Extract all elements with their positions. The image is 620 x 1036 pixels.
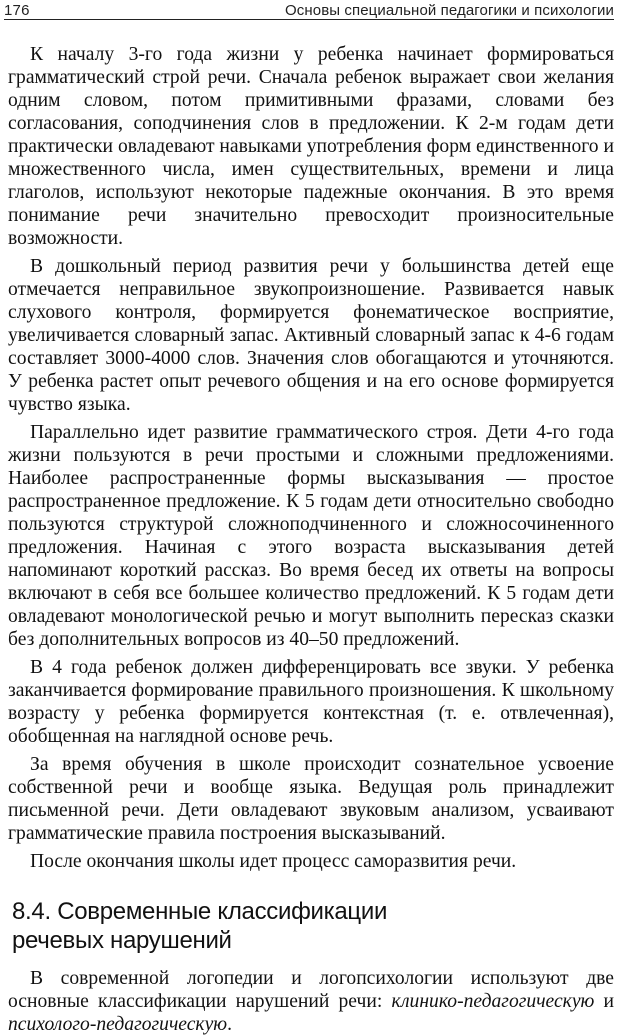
body-text <box>4 43 614 1036</box>
running-header <box>4 2 614 20</box>
term-psychological-pedagogical: психолого-педагогическую <box>8 1014 228 1035</box>
paragraph-after-school: После окончания школы идет процесс саморазвития речи. <box>30 851 517 872</box>
classifications-text-start: В современной логопедии и логопсихологии используют две основные классификации нарушений речи: <box>8 968 614 1012</box>
book-page <box>0 2 620 1035</box>
paragraph-classifications <box>8 967 614 1036</box>
section-heading <box>12 897 614 955</box>
paragraph-school-period: За время обучения в школе происходит сознательное усвоение собственной речи и вообще языка. Ведущая роль принадлежит письменной речи. Дети овладевают звуковым анализом, усваивают грамматические правила построения высказываний. <box>8 754 614 844</box>
section-heading-line-2: речевых нарушений <box>12 927 232 954</box>
section-heading-line-1: 8.4. Современные классификации <box>12 898 388 925</box>
paragraph-age-four: В 4 года ребенок должен дифференцировать все звуки. У ребенка заканчивается формирование правильного произношения. К школьному возрасту у ребенка формируется контекстная (т. е. отвлеченная), обобщенная на наглядной основе речь. <box>8 657 614 747</box>
paragraph-preschool-period: В дошкольный период развития речи у большинства детей еще отмечается неправильное звукопроизношение. Развивается навык слухового контроля, формируется фонематическое восприятие, увеличивается словарный запас. Активный словарный запас к 4-6 годам составляет 3000-4000 слов. Значения слов обогащаются и уточняются. У ребенка растет опыт речевого общения и на его основе формируется чувство языка. <box>8 256 614 415</box>
classifications-connector: и <box>594 991 614 1012</box>
book-title: Основы специальной педагогики и психологии <box>285 2 614 19</box>
paragraph-grammar-early: К началу 3-го года жизни у ребенка начинает формироваться грамматический строй речи. Сначала ребенок выражает свои желания одним словом, потом примитивными фразами, словами без согласования, соподчинения слов в предложении. К 2-м годам дети практически овладевают навыками употребления форм единственного и множественного числа, имен существительных, времени и лица глаголов, используют некоторые падежные окончания. В это время понимание речи значительно превосходит произносительные возможности. <box>8 44 614 249</box>
classifications-text-end: . <box>227 1014 233 1035</box>
term-clinical-pedagogical: клинико-педагогическую <box>391 991 595 1012</box>
paragraph-grammar-development: Параллельно идет развитие грамматического строя. Дети 4-го года жизни пользуются в речи простыми и сложными предложениями. Наиболее распространенные формы высказывания — простое распространенное предложение. К 5 годам дети относительно свободно пользуются структурой сложноподчиненного и сложносочиненного предложения. Начиная с этого возраста высказывания детей напоминают короткий рассказ. Во время бесед их ответы на вопросы включают в себя все большее количество предложений. К 5 годам дети овладевают монологической речью и могут выполнить пересказ сказки без дополнительных вопросов из 40–50 предложений. <box>8 422 614 650</box>
page-number: 176 <box>4 2 30 19</box>
